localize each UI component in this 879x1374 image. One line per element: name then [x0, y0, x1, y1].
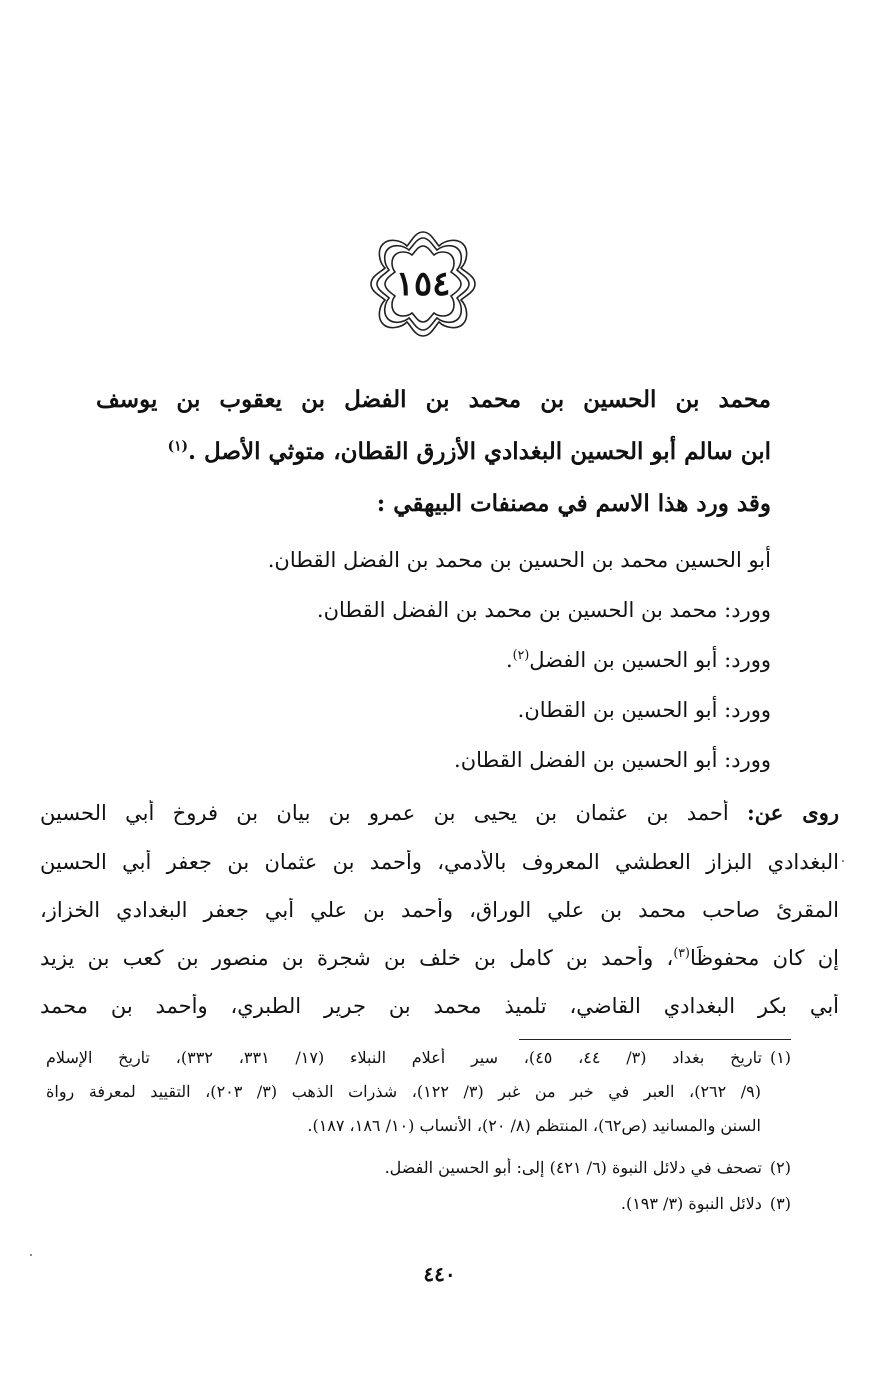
rawa-line-3: المقرئ صاحب محمد بن علي الوراق، وأحمد بن علي أبي جعفر البغدادي الخزاز،	[40, 898, 839, 922]
footnote-1-text: تاريخ بغداد (٣/ ٤٤، ٤٥)، سير أعلام النبلاء (١٧/ ٣٣١، ٣٣٢)، تاريخ الإسلام	[46, 1048, 762, 1067]
footnote-marker-1: (١)	[167, 438, 189, 455]
footnote-1-number: (١)	[769, 1048, 791, 1067]
title-line-2-text: ابن سالم أبو الحسين البغدادي الأزرق القطان، متوثي الأصل .	[188, 438, 771, 465]
footnote-1-line-2: (٩/ ٢٦٢)، العبر في خبر من غبر (٣/ ١٢٢)، شذرات الذهب (٣/ ٢٠٣)، التقييد لمعرفة رواة	[46, 1082, 761, 1101]
entry-number: ١٥٤	[395, 264, 451, 304]
rawa-line-1	[40, 800, 839, 825]
scan-speck	[842, 860, 844, 862]
rawa-line-5: أبي بكر البغدادي القاضي، تلميذ محمد بن جرير الطبري، وأحمد بن محمد	[40, 994, 839, 1018]
rawa-text: إن كان محفوظًا	[689, 946, 839, 970]
entry-number-ornament	[367, 228, 479, 340]
name-variant: أبو الحسين محمد بن الحسين بن محمد بن الفضل القطان.	[267, 548, 771, 572]
name-variant-end: .	[505, 648, 513, 672]
footnote-marker-2: (٢)	[512, 647, 530, 662]
name-variant: وورد: أبو الحسين بن القطان.	[517, 698, 771, 722]
footnote-3	[46, 1194, 791, 1213]
footnote-1-line-3: السنن والمسانيد (ص٦٢)، المنتظم (٨/ ٢٠)، الأنساب (١٠/ ١٨٦، ١٨٧).	[307, 1116, 761, 1135]
name-variant-text: وورد: أبو الحسين بن الفضل	[529, 648, 771, 672]
rawa-text: أحمد بن عثمان بن يحيى بن عمرو بن بيان بن فروخ أبي الحسين	[40, 801, 729, 825]
scan-speck	[30, 1254, 32, 1256]
rawa-text: ، وأحمد بن كامل بن خلف بن شجرة بن منصور بن كعب بن يزيد	[40, 946, 674, 970]
footnote-1-line-1	[46, 1048, 791, 1067]
footnote-2-number: (٢)	[769, 1158, 791, 1177]
page-number: ٤٤٠	[423, 1262, 456, 1286]
rawa-line-2: البغدادي البزاز العطشي المعروف بالأدمي، وأحمد بن عثمان بن جعفر أبي الحسين	[40, 850, 839, 874]
title-line-1: محمد بن الحسين بن محمد بن الفضل بن يعقوب بن يوسف	[96, 386, 771, 413]
footnote-3-text: دلائل النبوة (٣/ ١٩٣).	[620, 1194, 762, 1213]
footnote-marker-3: (٣)	[673, 946, 690, 960]
variants-intro: وقد ورد هذا الاسم في مصنفات البيهقي :	[376, 490, 771, 517]
name-variant: وورد: محمد بن الحسين بن محمد بن الفضل القطان.	[316, 598, 771, 622]
name-variant	[506, 648, 771, 672]
name-variant: وورد: أبو الحسين بن الفضل القطان.	[454, 748, 771, 772]
rawa-label: روى عن:	[747, 800, 839, 825]
footnote-2	[46, 1158, 791, 1177]
title-line-2	[168, 438, 771, 465]
footnote-separator	[519, 1039, 791, 1040]
footnote-3-number: (٣)	[769, 1194, 791, 1213]
footnote-2-text: تصحف في دلائل النبوة (٦/ ٤٢١) إلى: أبو الحسين الفضل.	[384, 1158, 762, 1177]
rawa-line-4	[40, 946, 839, 970]
